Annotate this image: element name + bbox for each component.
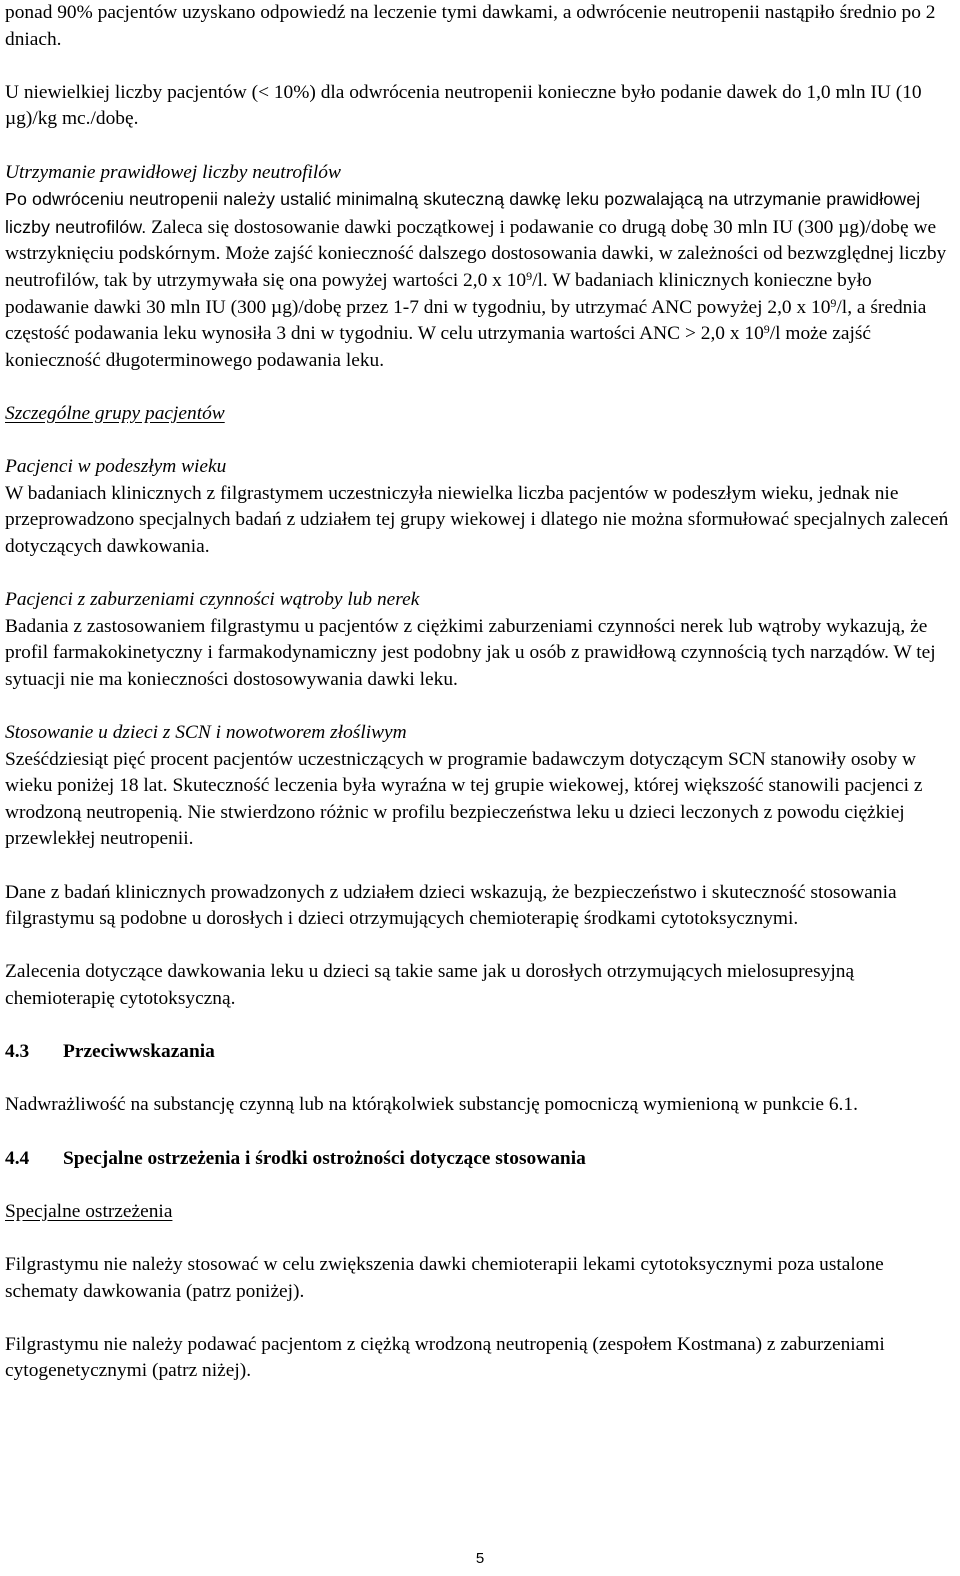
section-title: Przeciwwskazania [63, 1041, 215, 1063]
maintenance-text-3: /l. W badaniach klinicznych konieczne było podawanie dawki 30 mln IU (300 µg)/dobę przez 1-7 dni w tygodniu, by utrzymać ANC powyżej 2,0 x 10 [5, 269, 872, 318]
paragraph-response: ponad 90% pacjentów uzyskano odpowiedź na leczenie tymi dawkami, a odwrócenie neutropenii nastąpiło średnio po 2 dniach. [5, 2, 936, 50]
elderly-heading: Pacjenci w podeszłym wieku [5, 456, 227, 478]
section-4-4-heading [5, 1146, 955, 1173]
children-text-2: Dane z badań klinicznych prowadzonych z udziałem dzieci wskazują, że bezpieczeństwo i skuteczność stosowania filgrastymu są podobne u dorosłych i dzieci otrzymujących chemioterapię środkami cytotoksycznymi. [5, 881, 897, 930]
maintenance-heading: Utrzymanie prawidłowej liczby neutrofilów [5, 161, 341, 183]
exponent: 9 [763, 322, 770, 337]
maintenance-text-5: /l może zajść konieczność długoterminowego podawania leku. [5, 323, 871, 371]
contraindications-text: Nadwrażliwość na substancję czynną lub na którąkolwiek substancję pomocniczą wymienioną w punkcie 6.1. [5, 1094, 858, 1116]
maintenance-text-4: /l, a średnia częstość podawania leku wynosiła 3 dni w tygodniu. W celu utrzymania wartości ANC > 2,0 x 10 [5, 296, 927, 345]
children-text-3: Zalecenia dotyczące dawkowania leku u dzieci są takie same jak u dorosłych otrzymujących mielosupresyjną chemioterapię cytotoksyczną. [5, 961, 855, 1009]
exponent: 9 [830, 295, 837, 310]
warnings-text-1: Filgrastymu nie należy stosować w celu zwiększenia dawki chemioterapii lekami cytotoksycznymi poza ustalone schematy dawkowania (patrz poniżej). [5, 1253, 884, 1302]
maintenance-sans-text: Po odwróceniu neutropenii należy ustalić minimalną skuteczną dawkę leku pozwalającą na utrzymanie prawidłowej liczby neutrofilów. [5, 189, 921, 237]
page-number: 5 [475, 1550, 485, 1567]
children-text: Sześćdziesiąt pięć procent pacjentów uczestniczących w programie badawczym dotyczącym SCN stanowiły osoby w wieku poniżej 18 lat. Skuteczność leczenia była wyraźna w tej grupie wiekowej, której większość stanowili pacjenci z wrodzoną neutropenią. Nie stwierdzono różnic w profilu bezpieczeństwa leku u dzieci leczonych z powodu ciężkiej przewlekłej neutropenii. [5, 748, 923, 850]
maintenance-text-2: Może zajść konieczność dalszego dostosowania dawki, w zależności od bezwzględnej liczby neutrofilów, tak by utrzymywała się ona powyżej wartości 2,0 x 10 [5, 243, 947, 291]
section-number: 4.4 [5, 1147, 30, 1169]
maintenance-text-1: Zaleca się dostosowanie dawki początkowej i podawanie co drugą dobę 30 mln IU (300 µg)/dobę we wstrzyknięciu podskórnym. [5, 216, 937, 265]
hepatic-renal-heading: Pacjenci z zaburzeniami czynności wątroby lub nerek [5, 589, 420, 611]
section-4-3-heading [5, 1039, 955, 1066]
paragraph-higher-doses: U niewielkiej liczby pacjentów (< 10%) dla odwrócenia neutropenii konieczne było podanie dawek do 1,0 mln IU (10 µg)/kg mc./dobę. [5, 81, 922, 130]
special-warnings-heading: Specjalne ostrzeżenia [5, 1200, 173, 1222]
section-number: 4.3 [5, 1041, 30, 1063]
maintenance-paragraph [5, 186, 955, 374]
elderly-text: W badaniach klinicznych z filgrastymem uczestniczyła niewielka liczba pacjentów w podeszłym wieku, jednak nie przeprowadzono specjalnych badań z udziałem tej grupy wiekowej i dlatego nie można sformułować specjalnych zaleceń dotyczących dawkowania. [5, 482, 949, 557]
hepatic-renal-text: Badania z zastosowaniem filgrastymu u pacjentów z ciężkimi zaburzeniami czynności nerek lub wątroby wykazują, że profil farmakokinetyczny i farmakodynamiczny jest podobny jak u osób z prawidłową czynnością tych narządów. W tej sytuacji nie ma konieczności dostosowywania dawki leku. [5, 615, 936, 690]
exponent: 9 [526, 268, 533, 283]
children-heading: Stosowanie u dzieci z SCN i nowotworem złośliwym [5, 722, 407, 744]
document-page [5, 0, 955, 1385]
warnings-text-2: Filgrastymu nie należy podawać pacjentom z ciężką wrodzoną neutropenią (zespołem Kostmana) z zaburzeniami cytogenetycznymi (patrz niżej). [5, 1333, 885, 1382]
special-groups-heading: Szczególne grupy pacjentów [5, 402, 225, 424]
section-title: Specjalne ostrzeżenia i środki ostrożności dotyczące stosowania [63, 1147, 586, 1169]
